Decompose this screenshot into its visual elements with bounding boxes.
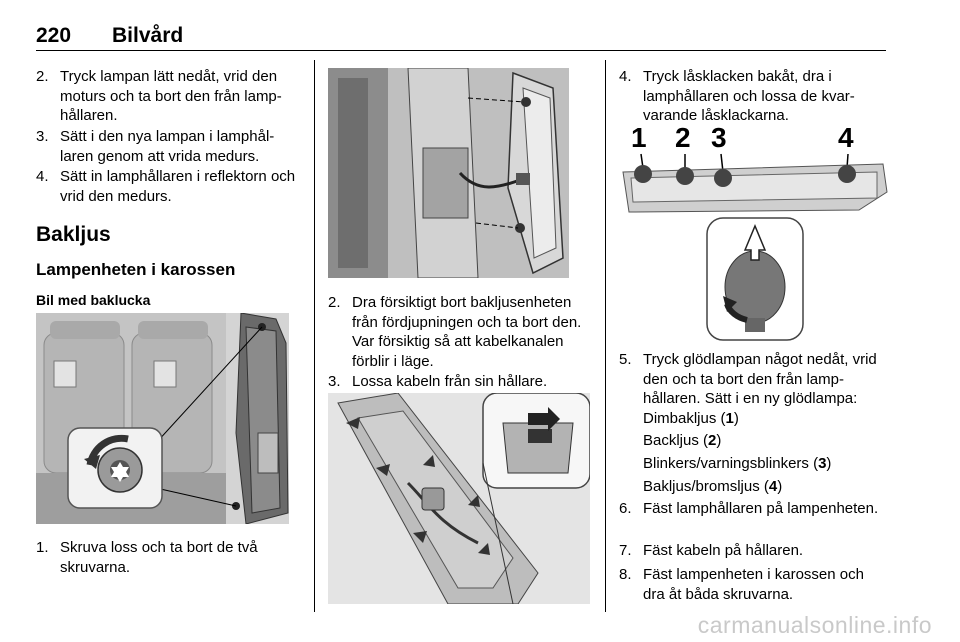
bulb-label-2: 2 <box>675 122 691 153</box>
rear-light-removal-illustration <box>328 68 569 278</box>
column-divider <box>314 60 315 612</box>
column-divider <box>605 60 606 612</box>
page-header <box>36 24 886 51</box>
cable-holder-illustration <box>328 393 590 604</box>
section-heading: Bakljus <box>36 223 111 246</box>
bulb-label-3: 3 <box>711 122 727 153</box>
rear-light-screws-illustration <box>36 313 289 524</box>
bulb-label-1: 1 <box>631 122 647 153</box>
bulb-indicator: Blinkers/varningsblinkers (3) <box>643 455 832 472</box>
bulb-reverse-light: Backljus (2) <box>643 432 722 449</box>
subsection-heading: Lampenheten i karossen <box>36 260 236 279</box>
subsubsection-heading: Bil med baklucka <box>36 292 151 308</box>
lamp-holder-bulbs-illustration <box>619 122 889 344</box>
bulb-label-4: 4 <box>838 122 854 153</box>
bulb-fog-light: Dimbakljus (1) <box>643 410 739 427</box>
bulb-tail-brake-light: Bakljus/bromsljus (4) <box>643 478 783 495</box>
page-number: 220 <box>36 24 72 47</box>
watermark: carmanualsonline.info <box>697 612 932 638</box>
page-title: Bilvård <box>112 24 184 47</box>
